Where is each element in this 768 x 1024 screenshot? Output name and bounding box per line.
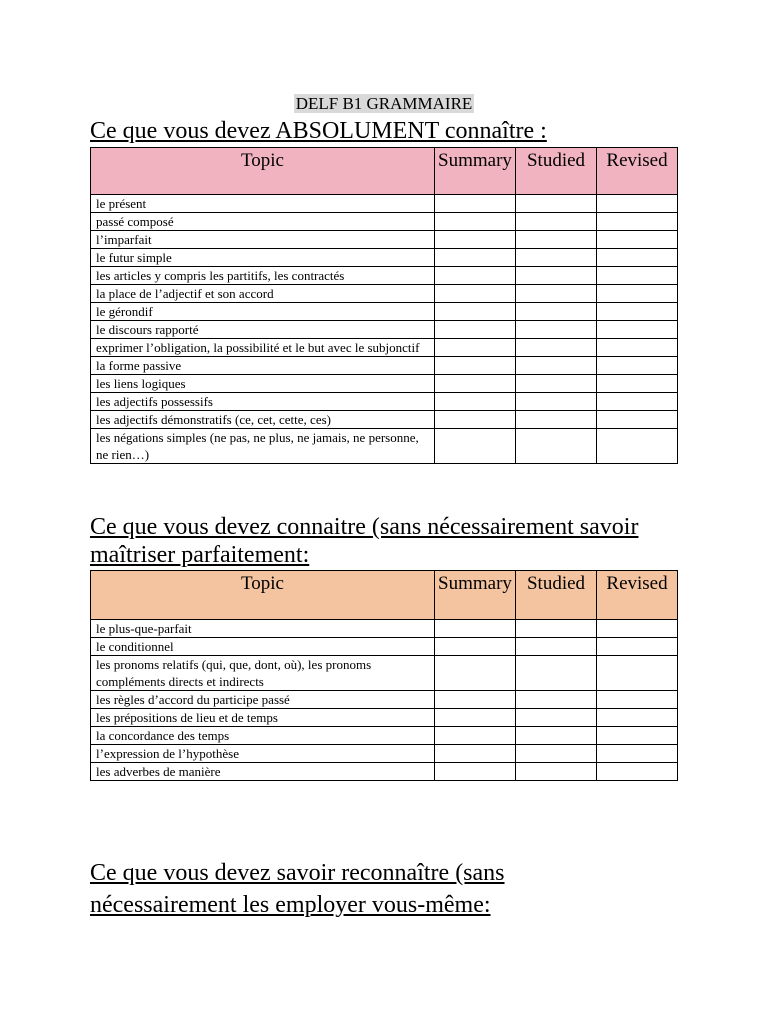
- topic-cell: les adverbes de manière: [91, 763, 435, 781]
- summary-checkbox-cell[interactable]: [435, 249, 516, 267]
- topic-cell: le présent: [91, 195, 435, 213]
- revised-checkbox-cell[interactable]: [597, 195, 678, 213]
- studied-checkbox-cell[interactable]: [516, 213, 597, 231]
- revised-checkbox-cell[interactable]: [597, 411, 678, 429]
- table-row: [91, 375, 678, 393]
- table-row: [91, 763, 678, 781]
- section1-heading: Ce que vous devez ABSOLUMENT connaître :: [90, 118, 547, 144]
- summary-checkbox-cell[interactable]: [435, 763, 516, 781]
- summary-checkbox-cell[interactable]: [435, 303, 516, 321]
- revised-checkbox-cell[interactable]: [597, 231, 678, 249]
- topic-cell: l’expression de l’hypothèse: [91, 745, 435, 763]
- topic-cell: les articles y compris les partitifs, les contractés: [91, 267, 435, 285]
- studied-checkbox-cell[interactable]: [516, 429, 597, 464]
- revised-checkbox-cell[interactable]: [597, 375, 678, 393]
- topic-cell: le plus-que-parfait: [91, 620, 435, 638]
- table-row: [91, 249, 678, 267]
- summary-checkbox-cell[interactable]: [435, 691, 516, 709]
- summary-checkbox-cell[interactable]: [435, 620, 516, 638]
- table-row: [91, 339, 678, 357]
- summary-checkbox-cell[interactable]: [435, 213, 516, 231]
- studied-column-header: Studied: [516, 571, 597, 620]
- revised-checkbox-cell[interactable]: [597, 393, 678, 411]
- summary-checkbox-cell[interactable]: [435, 231, 516, 249]
- revised-checkbox-cell[interactable]: [597, 303, 678, 321]
- summary-checkbox-cell[interactable]: [435, 709, 516, 727]
- table-header-row: [91, 148, 678, 195]
- revised-checkbox-cell[interactable]: [597, 656, 678, 691]
- studied-checkbox-cell[interactable]: [516, 709, 597, 727]
- studied-checkbox-cell[interactable]: [516, 249, 597, 267]
- studied-checkbox-cell[interactable]: [516, 620, 597, 638]
- document-title: [0, 93, 768, 115]
- studied-checkbox-cell[interactable]: [516, 231, 597, 249]
- table-row: [91, 727, 678, 745]
- studied-checkbox-cell[interactable]: [516, 321, 597, 339]
- revised-checkbox-cell[interactable]: [597, 249, 678, 267]
- revised-checkbox-cell[interactable]: [597, 691, 678, 709]
- studied-checkbox-cell[interactable]: [516, 195, 597, 213]
- table-body: [91, 195, 678, 464]
- summary-column-header: Summary: [435, 148, 516, 195]
- table-body: [91, 620, 678, 781]
- summary-column-header: Summary: [435, 571, 516, 620]
- revised-checkbox-cell[interactable]: [597, 357, 678, 375]
- table-row: [91, 691, 678, 709]
- recommended-topics-table: [90, 570, 678, 781]
- revised-checkbox-cell[interactable]: [597, 429, 678, 464]
- table-row: [91, 709, 678, 727]
- table-row: [91, 638, 678, 656]
- table-row: [91, 357, 678, 375]
- table-row: [91, 285, 678, 303]
- summary-checkbox-cell[interactable]: [435, 321, 516, 339]
- summary-checkbox-cell[interactable]: [435, 411, 516, 429]
- section2-heading: [90, 513, 690, 569]
- summary-checkbox-cell[interactable]: [435, 429, 516, 464]
- studied-checkbox-cell[interactable]: [516, 375, 597, 393]
- topic-cell: exprimer l’obligation, la possibilité et le but avec le subjonctif: [91, 339, 435, 357]
- table-row: [91, 303, 678, 321]
- table-row: [91, 411, 678, 429]
- summary-checkbox-cell[interactable]: [435, 357, 516, 375]
- table-row: [91, 321, 678, 339]
- studied-checkbox-cell[interactable]: [516, 303, 597, 321]
- summary-checkbox-cell[interactable]: [435, 638, 516, 656]
- topic-cell: la concordance des temps: [91, 727, 435, 745]
- revised-checkbox-cell[interactable]: [597, 709, 678, 727]
- studied-checkbox-cell[interactable]: [516, 691, 597, 709]
- studied-checkbox-cell[interactable]: [516, 745, 597, 763]
- summary-checkbox-cell[interactable]: [435, 727, 516, 745]
- topic-cell: les règles d’accord du participe passé: [91, 691, 435, 709]
- table-row: [91, 620, 678, 638]
- topic-cell: passé composé: [91, 213, 435, 231]
- table-header-row: [91, 571, 678, 620]
- table-row: [91, 213, 678, 231]
- revised-checkbox-cell[interactable]: [597, 638, 678, 656]
- table-row: [91, 231, 678, 249]
- revised-checkbox-cell[interactable]: [597, 727, 678, 745]
- topic-cell: les adjectifs démonstratifs (ce, cet, cette, ces): [91, 411, 435, 429]
- revised-checkbox-cell[interactable]: [597, 745, 678, 763]
- studied-checkbox-cell[interactable]: [516, 411, 597, 429]
- topic-cell: les prépositions de lieu et de temps: [91, 709, 435, 727]
- summary-checkbox-cell[interactable]: [435, 285, 516, 303]
- document-title-text: DELF B1 GRAMMAIRE: [295, 94, 473, 113]
- table-row: [91, 393, 678, 411]
- topic-cell: les négations simples (ne pas, ne plus, ne jamais, ne personne, ne rien…): [91, 429, 435, 464]
- table-row: [91, 429, 678, 464]
- studied-checkbox-cell[interactable]: [516, 267, 597, 285]
- studied-checkbox-cell[interactable]: [516, 357, 597, 375]
- revised-checkbox-cell[interactable]: [597, 763, 678, 781]
- topic-column-header: Topic: [91, 571, 435, 620]
- studied-checkbox-cell[interactable]: [516, 393, 597, 411]
- table-row: [91, 195, 678, 213]
- topic-cell: les liens logiques: [91, 375, 435, 393]
- topic-column-header: Topic: [91, 148, 435, 195]
- revised-column-header: Revised: [597, 571, 678, 620]
- table-row: [91, 745, 678, 763]
- section3-heading: [90, 857, 690, 921]
- topic-cell: le discours rapporté: [91, 321, 435, 339]
- revised-checkbox-cell[interactable]: [597, 321, 678, 339]
- revised-column-header: Revised: [597, 148, 678, 195]
- topic-cell: le conditionnel: [91, 638, 435, 656]
- topic-cell: la forme passive: [91, 357, 435, 375]
- summary-checkbox-cell[interactable]: [435, 393, 516, 411]
- summary-checkbox-cell[interactable]: [435, 375, 516, 393]
- summary-checkbox-cell[interactable]: [435, 267, 516, 285]
- topic-cell: le futur simple: [91, 249, 435, 267]
- studied-checkbox-cell[interactable]: [516, 339, 597, 357]
- table-row: [91, 656, 678, 691]
- topic-cell: le gérondif: [91, 303, 435, 321]
- studied-checkbox-cell[interactable]: [516, 638, 597, 656]
- summary-checkbox-cell[interactable]: [435, 339, 516, 357]
- revised-checkbox-cell[interactable]: [597, 339, 678, 357]
- section2-heading-text: Ce que vous devez connaitre (sans nécessairement savoir maîtriser parfaitement:: [90, 514, 639, 568]
- topic-cell: l’imparfait: [91, 231, 435, 249]
- revised-checkbox-cell[interactable]: [597, 213, 678, 231]
- studied-checkbox-cell[interactable]: [516, 763, 597, 781]
- summary-checkbox-cell[interactable]: [435, 656, 516, 691]
- studied-checkbox-cell[interactable]: [516, 656, 597, 691]
- section3-heading-text: Ce que vous devez savoir reconnaître (sans nécessairement les employer vous-même:: [90, 860, 505, 918]
- studied-column-header: Studied: [516, 148, 597, 195]
- revised-checkbox-cell[interactable]: [597, 285, 678, 303]
- table-row: [91, 267, 678, 285]
- revised-checkbox-cell[interactable]: [597, 267, 678, 285]
- studied-checkbox-cell[interactable]: [516, 285, 597, 303]
- summary-checkbox-cell[interactable]: [435, 195, 516, 213]
- studied-checkbox-cell[interactable]: [516, 727, 597, 745]
- essential-topics-table: [90, 147, 678, 464]
- revised-checkbox-cell[interactable]: [597, 620, 678, 638]
- summary-checkbox-cell[interactable]: [435, 745, 516, 763]
- topic-cell: les adjectifs possessifs: [91, 393, 435, 411]
- topic-cell: les pronoms relatifs (qui, que, dont, où), les pronoms compléments directs et indirects: [91, 656, 435, 691]
- topic-cell: la place de l’adjectif et son accord: [91, 285, 435, 303]
